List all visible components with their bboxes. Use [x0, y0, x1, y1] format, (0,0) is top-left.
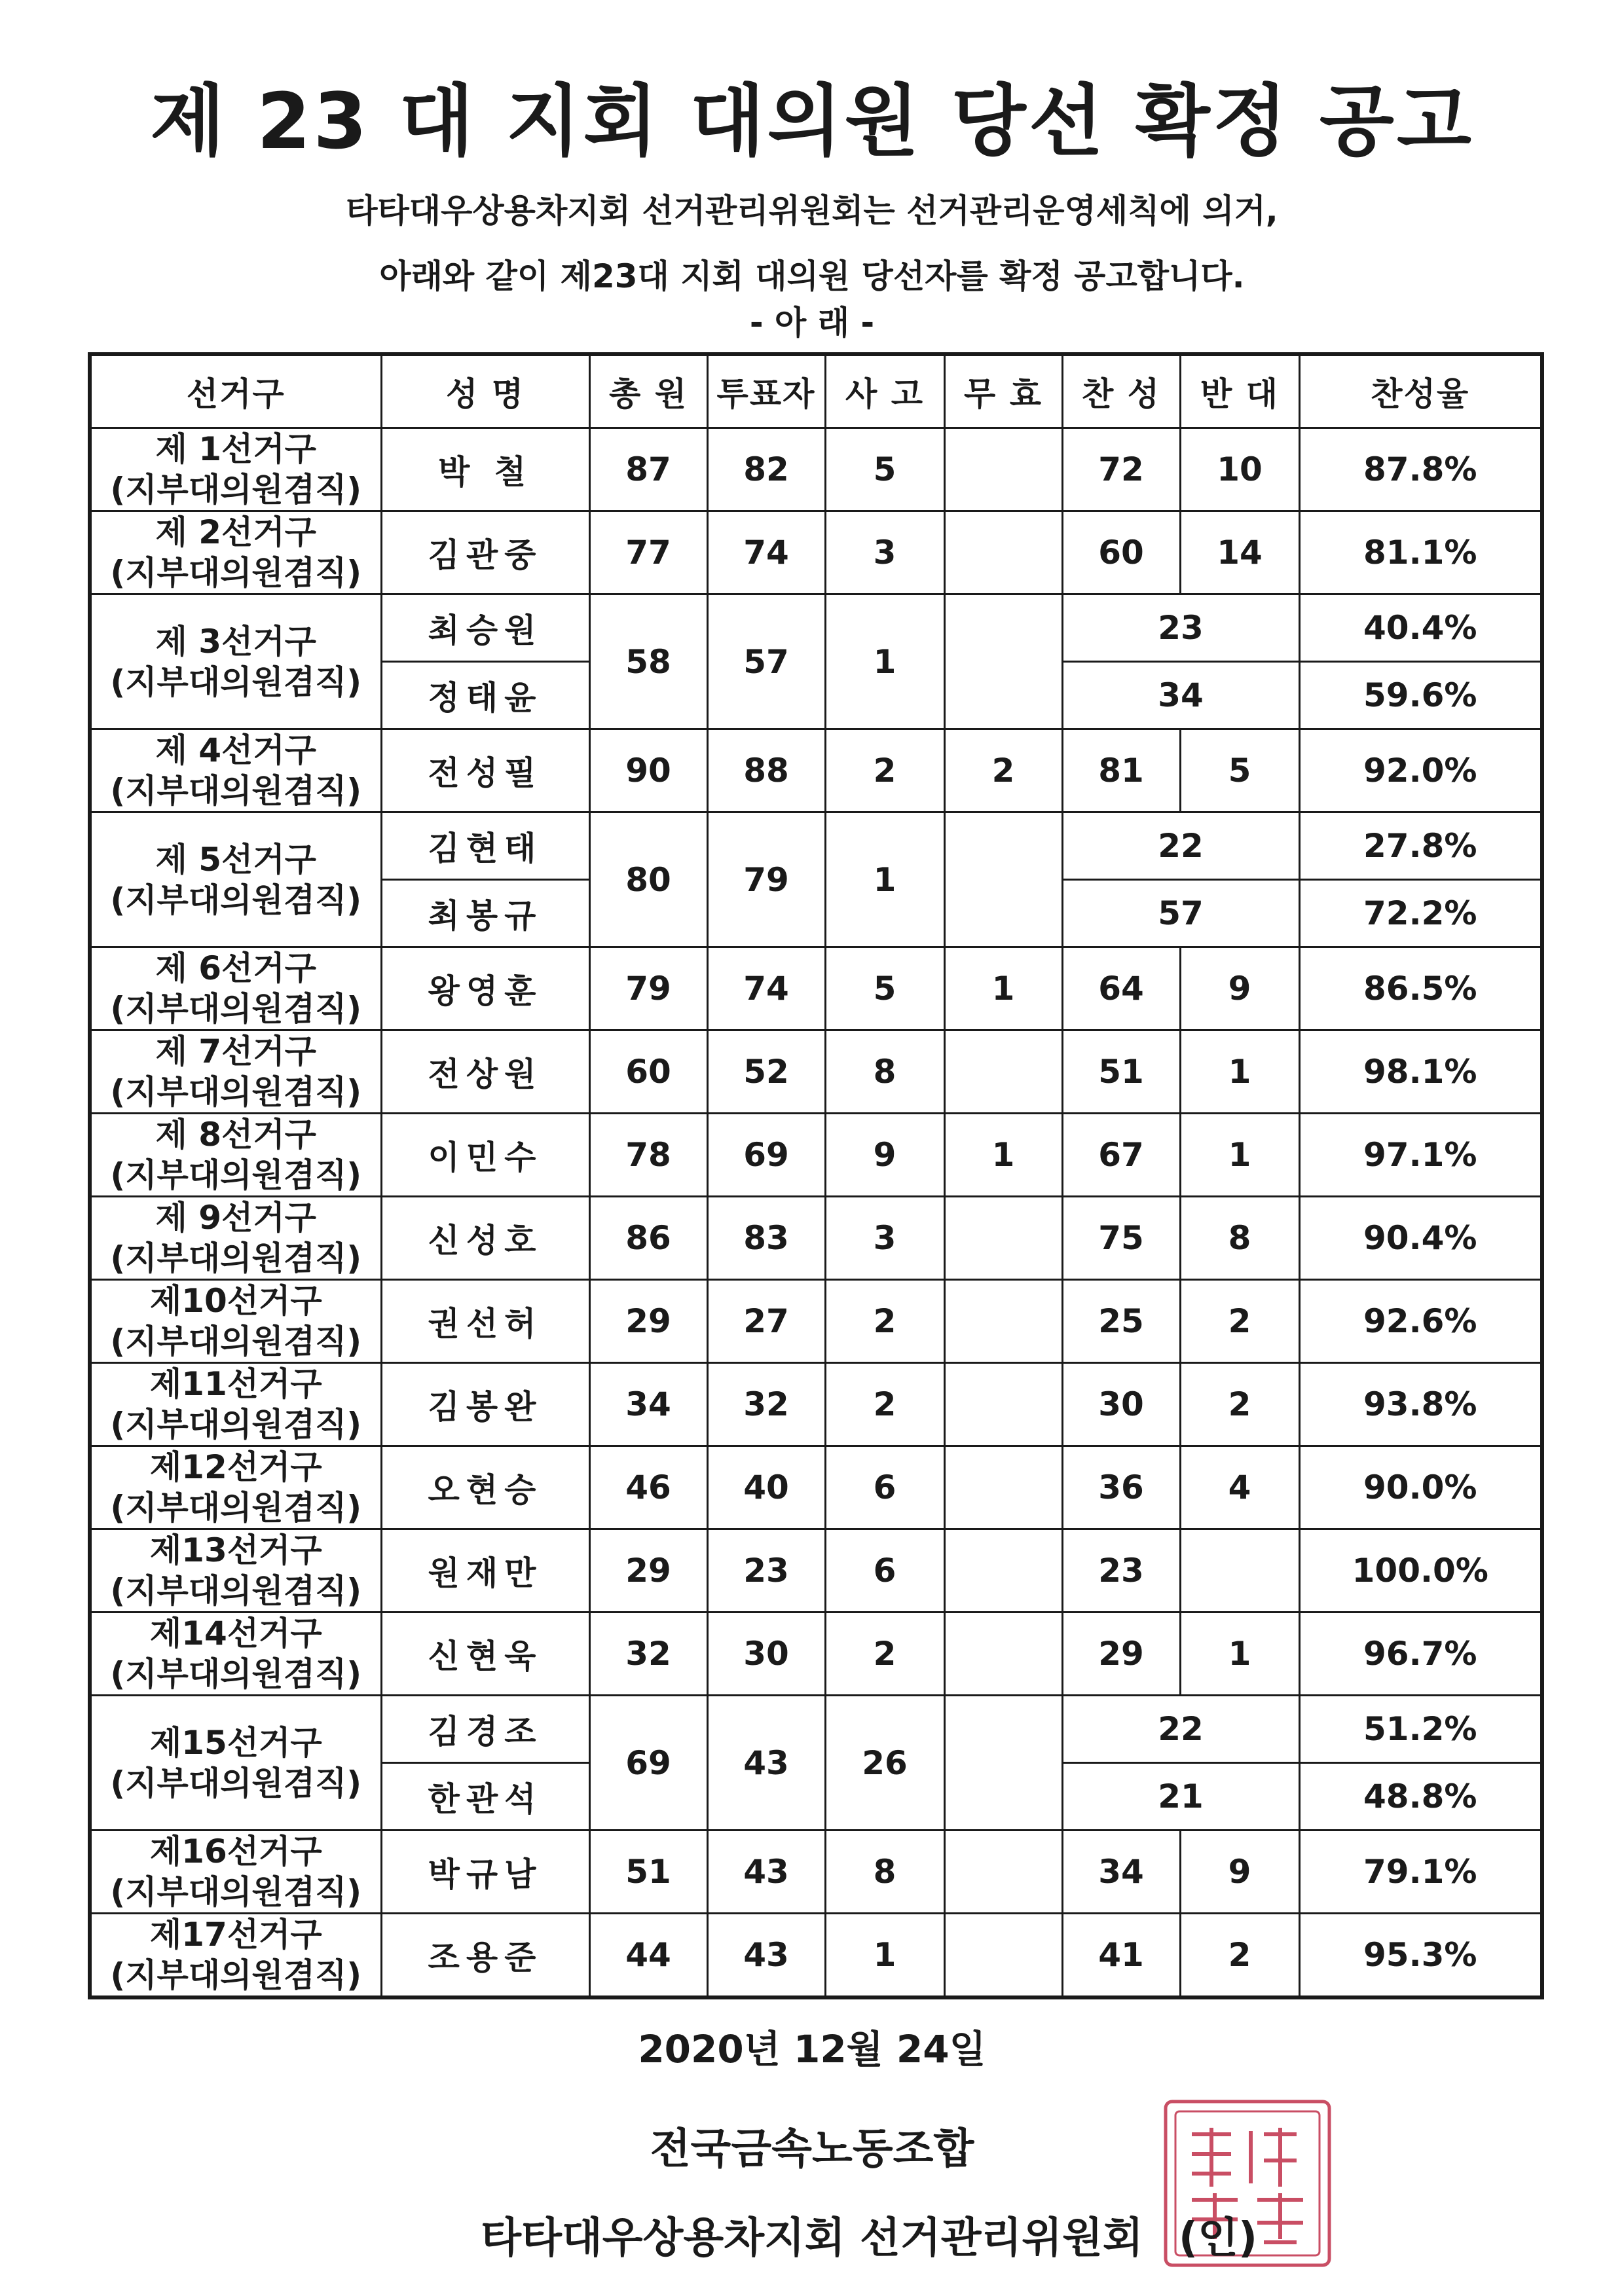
invalid-cell — [944, 1280, 1062, 1363]
district-cell — [90, 1529, 381, 1613]
rate-cell: 95.3% — [1299, 1914, 1542, 1998]
district-label: 제12선거구 — [149, 1448, 322, 1486]
rate-cell: 90.0% — [1299, 1446, 1542, 1529]
district-note: (지부대의원겸직) — [110, 471, 362, 509]
announcement-date: 2020년 12월 24일 — [638, 2027, 986, 2071]
accident-cell: 1 — [825, 812, 944, 947]
accident-cell: 2 — [825, 1280, 944, 1363]
name-cell: 오현승 — [381, 1446, 589, 1529]
district-cell — [90, 1114, 381, 1197]
table-row — [90, 1030, 1542, 1114]
district-note: (지부대의원겸직) — [110, 881, 362, 919]
table-row — [90, 1363, 1542, 1446]
candidate-votes: 21 — [1062, 1763, 1299, 1831]
district-label: 제14선거구 — [149, 1614, 322, 1652]
accident-cell: 5 — [825, 947, 944, 1030]
total-cell: 86 — [589, 1197, 707, 1280]
name-cell: 김봉완 — [381, 1363, 589, 1446]
district-cell — [90, 1831, 381, 1914]
district-label: 제13선거구 — [149, 1531, 322, 1569]
rate-cell: 81.1% — [1299, 511, 1542, 594]
district-cell — [90, 1613, 381, 1696]
district-cell — [90, 1914, 381, 1998]
candidate-rate: 72.2% — [1299, 880, 1542, 947]
district-note: (지부대의원겸직) — [110, 1406, 362, 1444]
table-row — [90, 1613, 1542, 1696]
table-row — [90, 729, 1542, 812]
rate-cell: 97.1% — [1299, 1114, 1542, 1197]
voters-cell: 23 — [707, 1529, 825, 1613]
total-cell: 29 — [589, 1280, 707, 1363]
district-label: 제 4선거구 — [155, 731, 316, 769]
voters-cell: 32 — [707, 1363, 825, 1446]
for-cell: 34 — [1062, 1831, 1180, 1914]
district-note: (지부대의원겸직) — [110, 1489, 362, 1527]
district-label: 제 5선거구 — [155, 840, 316, 879]
table-row — [90, 1696, 1542, 1763]
table-row — [90, 1197, 1542, 1280]
candidate-name: 김경조 — [381, 1696, 589, 1763]
intro-line-1: 타타대우상용차지회 선거관리위원회는 선거관리운영세칙에 의거, — [346, 192, 1278, 230]
district-note: (지부대의원겸직) — [110, 554, 362, 592]
for-cell: 72 — [1062, 428, 1180, 511]
table-row — [90, 1280, 1542, 1363]
name-cell: 조용준 — [381, 1914, 589, 1998]
accident-cell: 8 — [825, 1831, 944, 1914]
accident-cell: 26 — [825, 1696, 944, 1831]
voters-cell: 30 — [707, 1613, 825, 1696]
name-cell: 박 철 — [381, 428, 589, 511]
name-cell: 왕영훈 — [381, 947, 589, 1030]
district-cell — [90, 947, 381, 1030]
for-cell: 75 — [1062, 1197, 1180, 1280]
invalid-cell — [944, 1363, 1062, 1446]
against-cell: 4 — [1180, 1446, 1299, 1529]
district-cell — [90, 1363, 381, 1446]
total-cell: 32 — [589, 1613, 707, 1696]
district-label: 제 6선거구 — [155, 949, 316, 987]
accident-cell: 2 — [825, 1363, 944, 1446]
rate-cell: 92.6% — [1299, 1280, 1542, 1363]
name-cell: 권선허 — [381, 1280, 589, 1363]
against-cell: 2 — [1180, 1280, 1299, 1363]
against-cell: 1 — [1180, 1030, 1299, 1114]
union-name: 전국금속노동조합 — [650, 2125, 974, 2174]
district-label: 제 8선거구 — [155, 1116, 316, 1154]
against-cell: 9 — [1180, 1831, 1299, 1914]
total-cell: 80 — [589, 812, 707, 947]
voters-cell: 43 — [707, 1696, 825, 1831]
total-cell: 58 — [589, 594, 707, 729]
district-note: (지부대의원겸직) — [110, 1156, 362, 1194]
candidate-votes: 22 — [1062, 1696, 1299, 1763]
accident-cell: 1 — [825, 1914, 944, 1998]
name-cell: 신현욱 — [381, 1613, 589, 1696]
seal-mark: (인) — [1178, 2214, 1258, 2263]
district-label: 제11선거구 — [149, 1365, 322, 1403]
page-title: 제 23 대 지회 대의원 당선 확정 공고 — [150, 76, 1474, 166]
district-cell — [90, 511, 381, 594]
district-cell — [90, 812, 381, 947]
district-cell — [90, 1280, 381, 1363]
for-cell: 41 — [1062, 1914, 1180, 1998]
against-cell: 8 — [1180, 1197, 1299, 1280]
district-note: (지부대의원겸직) — [110, 990, 362, 1028]
district-note: (지부대의원겸직) — [110, 1873, 362, 1911]
accident-cell: 5 — [825, 428, 944, 511]
total-cell: 90 — [589, 729, 707, 812]
table-row — [90, 1114, 1542, 1197]
table-header-row — [90, 354, 1542, 428]
header-accident: 사 고 — [825, 354, 944, 428]
invalid-cell: 2 — [944, 729, 1062, 812]
voters-cell: 83 — [707, 1197, 825, 1280]
candidate-rate: 40.4% — [1299, 594, 1542, 662]
voters-cell: 57 — [707, 594, 825, 729]
invalid-cell — [944, 511, 1062, 594]
table-row — [90, 1831, 1542, 1914]
accident-cell: 6 — [825, 1446, 944, 1529]
total-cell: 51 — [589, 1831, 707, 1914]
candidate-rate: 48.8% — [1299, 1763, 1542, 1831]
rate-cell: 87.8% — [1299, 428, 1542, 511]
against-cell: 10 — [1180, 428, 1299, 511]
accident-cell: 2 — [825, 1613, 944, 1696]
accident-cell: 3 — [825, 1197, 944, 1280]
district-label: 제16선거구 — [149, 1832, 322, 1870]
table-row — [90, 812, 1542, 880]
district-label: 제 1선거구 — [155, 430, 316, 468]
total-cell: 44 — [589, 1914, 707, 1998]
rate-cell: 98.1% — [1299, 1030, 1542, 1114]
district-note: (지부대의원겸직) — [110, 1956, 362, 1994]
rate-cell: 100.0% — [1299, 1529, 1542, 1613]
for-cell: 29 — [1062, 1613, 1180, 1696]
voters-cell: 52 — [707, 1030, 825, 1114]
against-cell: 1 — [1180, 1114, 1299, 1197]
district-label: 제17선거구 — [149, 1916, 322, 1954]
intro-line-2: 아래와 같이 제23대 지회 대의원 당선자를 확정 공고합니다. — [379, 257, 1245, 295]
district-cell — [90, 1030, 381, 1114]
name-cell: 신성호 — [381, 1197, 589, 1280]
candidate-name: 정태윤 — [381, 662, 589, 729]
candidate-votes: 23 — [1062, 594, 1299, 662]
total-cell: 77 — [589, 511, 707, 594]
candidate-rate: 27.8% — [1299, 812, 1542, 880]
voters-cell: 40 — [707, 1446, 825, 1529]
invalid-cell — [944, 1529, 1062, 1613]
rate-cell: 96.7% — [1299, 1613, 1542, 1696]
for-cell: 25 — [1062, 1280, 1180, 1363]
invalid-cell — [944, 594, 1062, 729]
for-cell: 60 — [1062, 511, 1180, 594]
total-cell: 78 — [589, 1114, 707, 1197]
candidate-votes: 34 — [1062, 662, 1299, 729]
against-cell: 2 — [1180, 1363, 1299, 1446]
invalid-cell — [944, 1446, 1062, 1529]
district-note: (지부대의원겸직) — [110, 1655, 362, 1693]
district-label: 제15선거구 — [149, 1723, 322, 1762]
invalid-cell — [944, 1613, 1062, 1696]
district-label: 제 2선거구 — [155, 513, 316, 551]
voters-cell: 27 — [707, 1280, 825, 1363]
voters-cell: 43 — [707, 1831, 825, 1914]
header-for: 찬 성 — [1062, 354, 1180, 428]
for-cell: 81 — [1062, 729, 1180, 812]
candidate-name: 최봉규 — [381, 880, 589, 947]
total-cell: 34 — [589, 1363, 707, 1446]
invalid-cell — [944, 1197, 1062, 1280]
against-cell: 14 — [1180, 511, 1299, 594]
for-cell: 67 — [1062, 1114, 1180, 1197]
name-cell: 김관중 — [381, 511, 589, 594]
against-cell: 9 — [1180, 947, 1299, 1030]
rate-cell: 90.4% — [1299, 1197, 1542, 1280]
district-cell — [90, 729, 381, 812]
voters-cell: 79 — [707, 812, 825, 947]
rate-cell: 92.0% — [1299, 729, 1542, 812]
name-cell: 이민수 — [381, 1114, 589, 1197]
below-heading: - 아 래 - — [749, 304, 875, 342]
district-label: 제 9선거구 — [155, 1199, 316, 1237]
voters-cell: 74 — [707, 947, 825, 1030]
candidate-votes: 57 — [1062, 880, 1299, 947]
district-note: (지부대의원겸직) — [110, 1239, 362, 1277]
invalid-cell — [944, 1696, 1062, 1831]
invalid-cell: 1 — [944, 947, 1062, 1030]
header-total: 총 원 — [589, 354, 707, 428]
accident-cell: 2 — [825, 729, 944, 812]
table-row — [90, 1446, 1542, 1529]
table-row — [90, 947, 1542, 1030]
candidate-name: 한관석 — [381, 1763, 589, 1831]
header-voters: 투표자 — [707, 354, 825, 428]
candidate-name: 최승원 — [381, 594, 589, 662]
against-cell — [1180, 1529, 1299, 1613]
total-cell: 69 — [589, 1696, 707, 1831]
voters-cell: 88 — [707, 729, 825, 812]
header-name: 성 명 — [381, 354, 589, 428]
for-cell: 23 — [1062, 1529, 1180, 1613]
total-cell: 46 — [589, 1446, 707, 1529]
district-cell — [90, 594, 381, 729]
district-label: 제 3선거구 — [155, 622, 316, 661]
for-cell: 30 — [1062, 1363, 1180, 1446]
rate-cell: 86.5% — [1299, 947, 1542, 1030]
header-district: 선거구 — [90, 354, 381, 428]
district-note: (지부대의원겸직) — [110, 1322, 362, 1360]
district-note: (지부대의원겸직) — [110, 663, 362, 701]
header-rate: 찬성율 — [1299, 354, 1542, 428]
rate-cell: 93.8% — [1299, 1363, 1542, 1446]
candidate-rate: 51.2% — [1299, 1696, 1542, 1763]
invalid-cell — [944, 428, 1062, 511]
district-cell — [90, 428, 381, 511]
district-cell — [90, 1696, 381, 1831]
accident-cell: 3 — [825, 511, 944, 594]
name-cell: 전성필 — [381, 729, 589, 812]
for-cell: 36 — [1062, 1446, 1180, 1529]
against-cell: 5 — [1180, 729, 1299, 812]
total-cell: 87 — [589, 428, 707, 511]
accident-cell: 8 — [825, 1030, 944, 1114]
total-cell: 29 — [589, 1529, 707, 1613]
voters-cell: 69 — [707, 1114, 825, 1197]
candidate-name: 김현태 — [381, 812, 589, 880]
district-cell — [90, 1197, 381, 1280]
invalid-cell — [944, 1914, 1062, 1998]
accident-cell: 6 — [825, 1529, 944, 1613]
candidate-votes: 22 — [1062, 812, 1299, 880]
voters-cell: 74 — [707, 511, 825, 594]
name-cell: 원재만 — [381, 1529, 589, 1613]
election-results-table — [88, 352, 1544, 1999]
total-cell: 60 — [589, 1030, 707, 1114]
table-row — [90, 1914, 1542, 1998]
voters-cell: 82 — [707, 428, 825, 511]
table-row — [90, 1529, 1542, 1613]
table-row — [90, 594, 1542, 662]
invalid-cell — [944, 1030, 1062, 1114]
accident-cell: 1 — [825, 594, 944, 729]
district-note: (지부대의원겸직) — [110, 1073, 362, 1111]
name-cell: 전상원 — [381, 1030, 589, 1114]
candidate-rate: 59.6% — [1299, 662, 1542, 729]
accident-cell: 9 — [825, 1114, 944, 1197]
table-body — [90, 428, 1542, 1998]
rate-cell: 79.1% — [1299, 1831, 1542, 1914]
committee-name: 타타대우상용차지회 선거관리위원회 — [481, 2214, 1143, 2263]
for-cell: 51 — [1062, 1030, 1180, 1114]
total-cell: 79 — [589, 947, 707, 1030]
table-row — [90, 511, 1542, 594]
district-cell — [90, 1446, 381, 1529]
table-row — [90, 428, 1542, 511]
for-cell: 64 — [1062, 947, 1180, 1030]
district-note: (지부대의원겸직) — [110, 1764, 362, 1802]
header-against: 반 대 — [1180, 354, 1299, 428]
invalid-cell: 1 — [944, 1114, 1062, 1197]
against-cell: 2 — [1180, 1914, 1299, 1998]
district-note: (지부대의원겸직) — [110, 1572, 362, 1610]
against-cell: 1 — [1180, 1613, 1299, 1696]
invalid-cell — [944, 812, 1062, 947]
district-label: 제 7선거구 — [155, 1032, 316, 1070]
name-cell: 박규남 — [381, 1831, 589, 1914]
invalid-cell — [944, 1831, 1062, 1914]
voters-cell: 43 — [707, 1914, 825, 1998]
header-invalid: 무 효 — [944, 354, 1062, 428]
district-label: 제10선거구 — [149, 1282, 322, 1320]
district-note: (지부대의원겸직) — [110, 772, 362, 810]
